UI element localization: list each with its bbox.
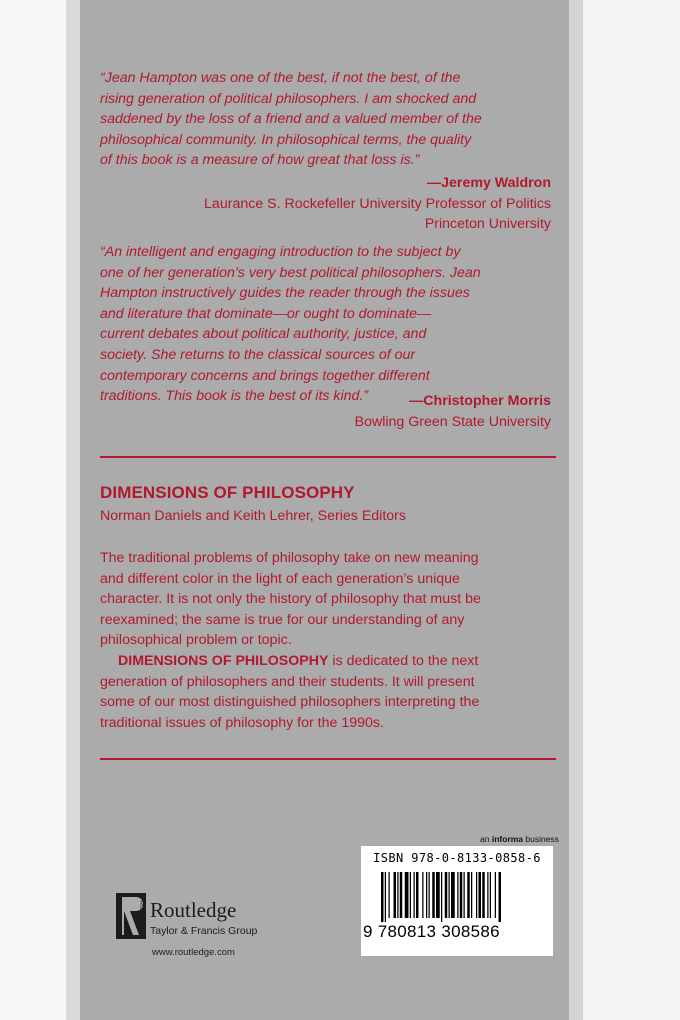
desc-line: some of our most distinguished philosophers interpreting the xyxy=(100,694,480,711)
quote-line: traditions. This book is the best of its kind.” xyxy=(100,388,369,405)
desc-line: reexamined; the same is true for our understanding of any xyxy=(100,611,465,628)
barcode-stripe xyxy=(451,872,455,918)
barcode-stripe xyxy=(490,872,491,918)
isbn-barcode xyxy=(361,846,553,956)
barcode-stripe xyxy=(449,872,450,918)
reviewer-title: Laurance S. Rockefeller University Professor of Politics xyxy=(204,195,551,212)
barcode-stripe xyxy=(499,872,502,922)
attribution-morris xyxy=(355,391,551,432)
desc-line: The traditional problems of philosophy take on new meaning xyxy=(100,550,479,566)
review-quote-waldron xyxy=(100,68,555,171)
informa-business-tag: an informa business xyxy=(480,834,559,844)
barcode-stripe xyxy=(487,872,488,918)
series-title: DIMENSIONS OF PHILOSOPHY xyxy=(100,483,355,502)
barcode-stripe xyxy=(416,872,419,918)
page-margin-left xyxy=(0,0,66,1020)
divider-bottom xyxy=(100,758,556,760)
barcode-stripe xyxy=(495,872,496,918)
barcode-stripe xyxy=(422,872,423,918)
barcode-bars xyxy=(381,872,539,922)
quote-line: current debates about political authority, justice, and xyxy=(100,326,427,343)
logo-vertical-text: ROUTLEDGE xyxy=(138,901,144,936)
reviewer-institution: Princeton University xyxy=(424,216,551,233)
quote-line: “An intelligent and engaging introduction to the subject by xyxy=(100,244,461,260)
series-description-para2 xyxy=(100,651,552,733)
series-name-inline: DIMENSIONS OF PHILOSOPHY xyxy=(118,653,329,669)
desc-line: generation of philosophers and their students. It will present xyxy=(100,673,475,690)
barcode-stripe xyxy=(476,872,477,918)
quote-line: “Jean Hampton was one of the best, if not the best, of the xyxy=(100,70,461,86)
barcode-stripe xyxy=(436,872,440,918)
series-description-para1 xyxy=(100,548,552,651)
desc-line: traditional issues of philosophy for the 1990s. xyxy=(100,714,384,731)
back-cover xyxy=(80,0,569,1020)
divider-top xyxy=(100,456,556,458)
barcode-stripe xyxy=(394,872,397,918)
reviewer-institution: Bowling Green State University xyxy=(354,413,551,430)
barcode-stripe xyxy=(385,872,386,922)
quote-line: contemporary concerns and brings together different xyxy=(100,367,430,384)
barcode-stripe xyxy=(432,872,435,918)
barcode-stripe xyxy=(464,872,465,918)
review-quote-morris xyxy=(100,242,555,407)
publisher-group: Taylor & Francis Group xyxy=(150,925,258,937)
barcode-stripe xyxy=(410,872,411,918)
barcode-stripe xyxy=(389,872,390,918)
barcode-stripe xyxy=(405,872,409,918)
quote-line: rising generation of political philosophers. I am shocked and xyxy=(100,90,477,107)
barcode-stripe xyxy=(467,872,470,918)
barcode-stripe xyxy=(479,872,482,918)
quote-line: of this book is a measure of how great that loss is.” xyxy=(100,152,420,169)
barcode-stripe xyxy=(426,872,427,918)
barcode-stripe xyxy=(381,872,384,922)
barcode-digits: 9 780813 308586 xyxy=(363,922,500,941)
quote-line: society. She returns to the classical sources of our xyxy=(100,346,416,363)
cover-edge-left xyxy=(66,0,80,1020)
desc-line: character. It is not only the history of philosophy that must be xyxy=(100,591,481,608)
publisher-url: www.routledge.com xyxy=(152,947,235,958)
desc-line xyxy=(100,651,552,672)
routledge-logo-icon xyxy=(116,893,146,939)
barcode-stripe xyxy=(445,872,448,918)
quote-line: and literature that dominate—or ought to dominate— xyxy=(100,305,432,322)
quote-line: Hampton instructively guides the reader through the issues xyxy=(100,285,470,302)
quote-line: saddened by the loss of a friend and a valued member of the xyxy=(100,111,482,128)
attribution-waldron xyxy=(204,173,551,235)
page-margin-right xyxy=(583,0,680,1020)
cover-edge-right xyxy=(569,0,583,1020)
barcode-stripe xyxy=(400,872,403,918)
desc-text: is dedicated to the next xyxy=(328,653,479,669)
publisher-name: Routledge xyxy=(150,898,237,922)
reviewer-name: —Christopher Morris xyxy=(409,393,551,409)
desc-line: philosophical problem or topic. xyxy=(100,632,292,649)
barcode-stripe xyxy=(429,872,430,918)
barcode-stripe xyxy=(414,872,415,918)
isbn-number: ISBN 978-0-8133-0858-6 xyxy=(373,851,541,865)
barcode-stripe xyxy=(441,872,442,922)
quote-line: one of her generation’s very best political philosophers. Jean xyxy=(100,264,481,281)
quote-line: philosophical community. In philosophical terms, the quality xyxy=(100,131,472,148)
desc-line: and different color in the light of each generation’s unique xyxy=(100,570,460,587)
barcode-stripe xyxy=(397,872,398,918)
barcode-stripe xyxy=(471,872,472,918)
series-editors: Norman Daniels and Keith Lehrer, Series Editors xyxy=(100,508,406,524)
barcode-stripe xyxy=(482,872,485,918)
reviewer-name: —Jeremy Waldron xyxy=(426,175,551,191)
barcode-stripe xyxy=(457,872,458,918)
barcode-stripe xyxy=(460,872,463,918)
